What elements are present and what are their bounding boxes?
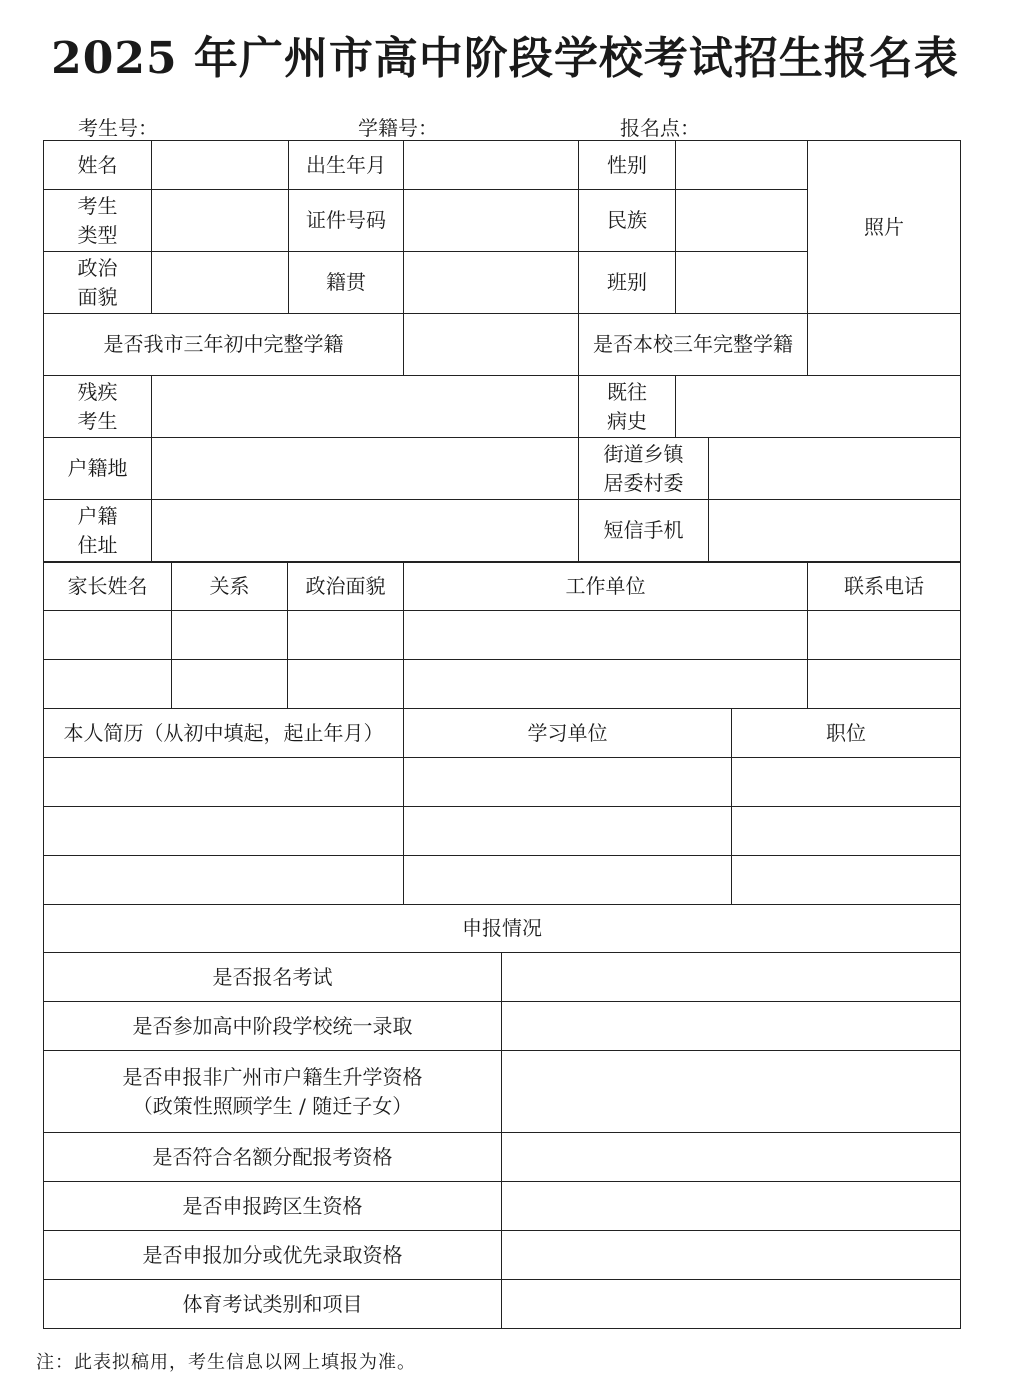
exam-number-label: 考生号： xyxy=(78,116,158,140)
class-field[interactable] xyxy=(676,252,808,314)
non-gz-hukou-label: 是否申报非广州市户籍生升学资格 （政策性照顾学生 / 随迁子女） xyxy=(44,1051,502,1133)
bonus-priority-field[interactable] xyxy=(502,1231,961,1280)
school-3yr-enrollment-label: 是否本校三年完整学籍 xyxy=(579,314,808,376)
school-3yr-enrollment-field[interactable] xyxy=(808,314,961,376)
resume-period-cell[interactable] xyxy=(44,856,404,905)
form-title: 2025 年广州市高中阶段学校考试招生报名表 xyxy=(51,33,959,84)
hukou-address-label: 户籍 住址 xyxy=(44,500,152,562)
study-unit-cell[interactable] xyxy=(404,758,732,807)
ethnicity-field[interactable] xyxy=(676,190,808,252)
cross-district-label: 是否申报跨区生资格 xyxy=(44,1182,502,1231)
hukou-address-field[interactable] xyxy=(152,500,579,562)
student-number-label: 学籍号： xyxy=(358,116,438,140)
parent-name-cell[interactable] xyxy=(44,660,172,709)
photo-box[interactable]: 照片 xyxy=(808,141,961,314)
resume-period-cell[interactable] xyxy=(44,758,404,807)
study-unit-header: 学习单位 xyxy=(404,709,732,758)
relation-cell[interactable] xyxy=(172,660,288,709)
parent-political-cell[interactable] xyxy=(288,611,404,660)
native-place-label: 籍贯 xyxy=(289,252,404,314)
workplace-cell[interactable] xyxy=(404,660,808,709)
candidate-type-field[interactable] xyxy=(152,190,289,252)
sms-phone-label: 短信手机 xyxy=(579,500,709,562)
study-unit-cell[interactable] xyxy=(404,856,732,905)
parent-political-cell[interactable] xyxy=(288,660,404,709)
birth-label: 出生年月 xyxy=(289,141,404,190)
workplace-header: 工作单位 xyxy=(404,563,808,611)
position-cell[interactable] xyxy=(732,807,961,856)
position-cell[interactable] xyxy=(732,758,961,807)
sms-phone-field[interactable] xyxy=(709,500,961,562)
quota-allocation-field[interactable] xyxy=(502,1133,961,1182)
hukou-place-label: 户籍地 xyxy=(44,438,152,500)
hukou-place-field[interactable] xyxy=(152,438,579,500)
contact-phone-cell[interactable] xyxy=(808,611,961,660)
ethnicity-label: 民族 xyxy=(579,190,676,252)
unified-admission-label: 是否参加高中阶段学校统一录取 xyxy=(44,1002,502,1051)
medical-history-label: 既往 病史 xyxy=(579,376,676,438)
id-number-label: 证件号码 xyxy=(289,190,404,252)
register-exam-field[interactable] xyxy=(502,953,961,1002)
street-committee-label: 街道乡镇 居委村委 xyxy=(579,438,709,500)
declaration-table xyxy=(43,904,961,1329)
name-label: 姓名 xyxy=(44,141,152,190)
resume-period-header: 本人简历（从初中填起，起止年月） xyxy=(44,709,404,758)
table-row xyxy=(44,807,961,856)
class-label: 班别 xyxy=(579,252,676,314)
unified-admission-field[interactable] xyxy=(502,1002,961,1051)
parents-table xyxy=(43,562,961,709)
native-place-field[interactable] xyxy=(404,252,579,314)
workplace-cell[interactable] xyxy=(404,611,808,660)
parent-name-cell[interactable] xyxy=(44,611,172,660)
resume-table xyxy=(43,708,961,905)
table-row xyxy=(44,660,961,709)
non-gz-hukou-field[interactable] xyxy=(502,1051,961,1133)
gender-label: 性别 xyxy=(579,141,676,190)
street-committee-field[interactable] xyxy=(709,438,961,500)
study-unit-cell[interactable] xyxy=(404,807,732,856)
political-status-field[interactable] xyxy=(152,252,289,314)
position-cell[interactable] xyxy=(732,856,961,905)
id-number-field[interactable] xyxy=(404,190,579,252)
quota-allocation-label: 是否符合名额分配报考资格 xyxy=(44,1133,502,1182)
birth-field[interactable] xyxy=(404,141,579,190)
position-header: 职位 xyxy=(732,709,961,758)
table-row xyxy=(44,856,961,905)
basic-info-table xyxy=(43,140,961,562)
pe-exam-field[interactable] xyxy=(502,1280,961,1329)
city-3yr-enrollment-label: 是否我市三年初中完整学籍 xyxy=(44,314,404,376)
contact-phone-header: 联系电话 xyxy=(808,563,961,611)
disabled-candidate-label: 残疾 考生 xyxy=(44,376,152,438)
registration-site-label: 报名点： xyxy=(620,116,700,140)
name-field[interactable] xyxy=(152,141,289,190)
medical-history-field[interactable] xyxy=(676,376,961,438)
resume-period-cell[interactable] xyxy=(44,807,404,856)
relation-cell[interactable] xyxy=(172,611,288,660)
contact-phone-cell[interactable] xyxy=(808,660,961,709)
city-3yr-enrollment-field[interactable] xyxy=(404,314,579,376)
candidate-type-label: 考生 类型 xyxy=(44,190,152,252)
footnote: 注：此表拟稿用，考生信息以网上填报为准。 xyxy=(36,1352,416,1373)
parent-name-header: 家长姓名 xyxy=(44,563,172,611)
declaration-title: 申报情况 xyxy=(44,905,961,953)
gender-field[interactable] xyxy=(676,141,808,190)
register-exam-label: 是否报名考试 xyxy=(44,953,502,1002)
political-status-label: 政治 面貌 xyxy=(44,252,152,314)
relation-header: 关系 xyxy=(172,563,288,611)
disabled-candidate-field[interactable] xyxy=(152,376,579,438)
cross-district-field[interactable] xyxy=(502,1182,961,1231)
bonus-priority-label: 是否申报加分或优先录取资格 xyxy=(44,1231,502,1280)
parent-political-header: 政治面貌 xyxy=(288,563,404,611)
pe-exam-label: 体育考试类别和项目 xyxy=(44,1280,502,1329)
table-row xyxy=(44,758,961,807)
table-row xyxy=(44,611,961,660)
